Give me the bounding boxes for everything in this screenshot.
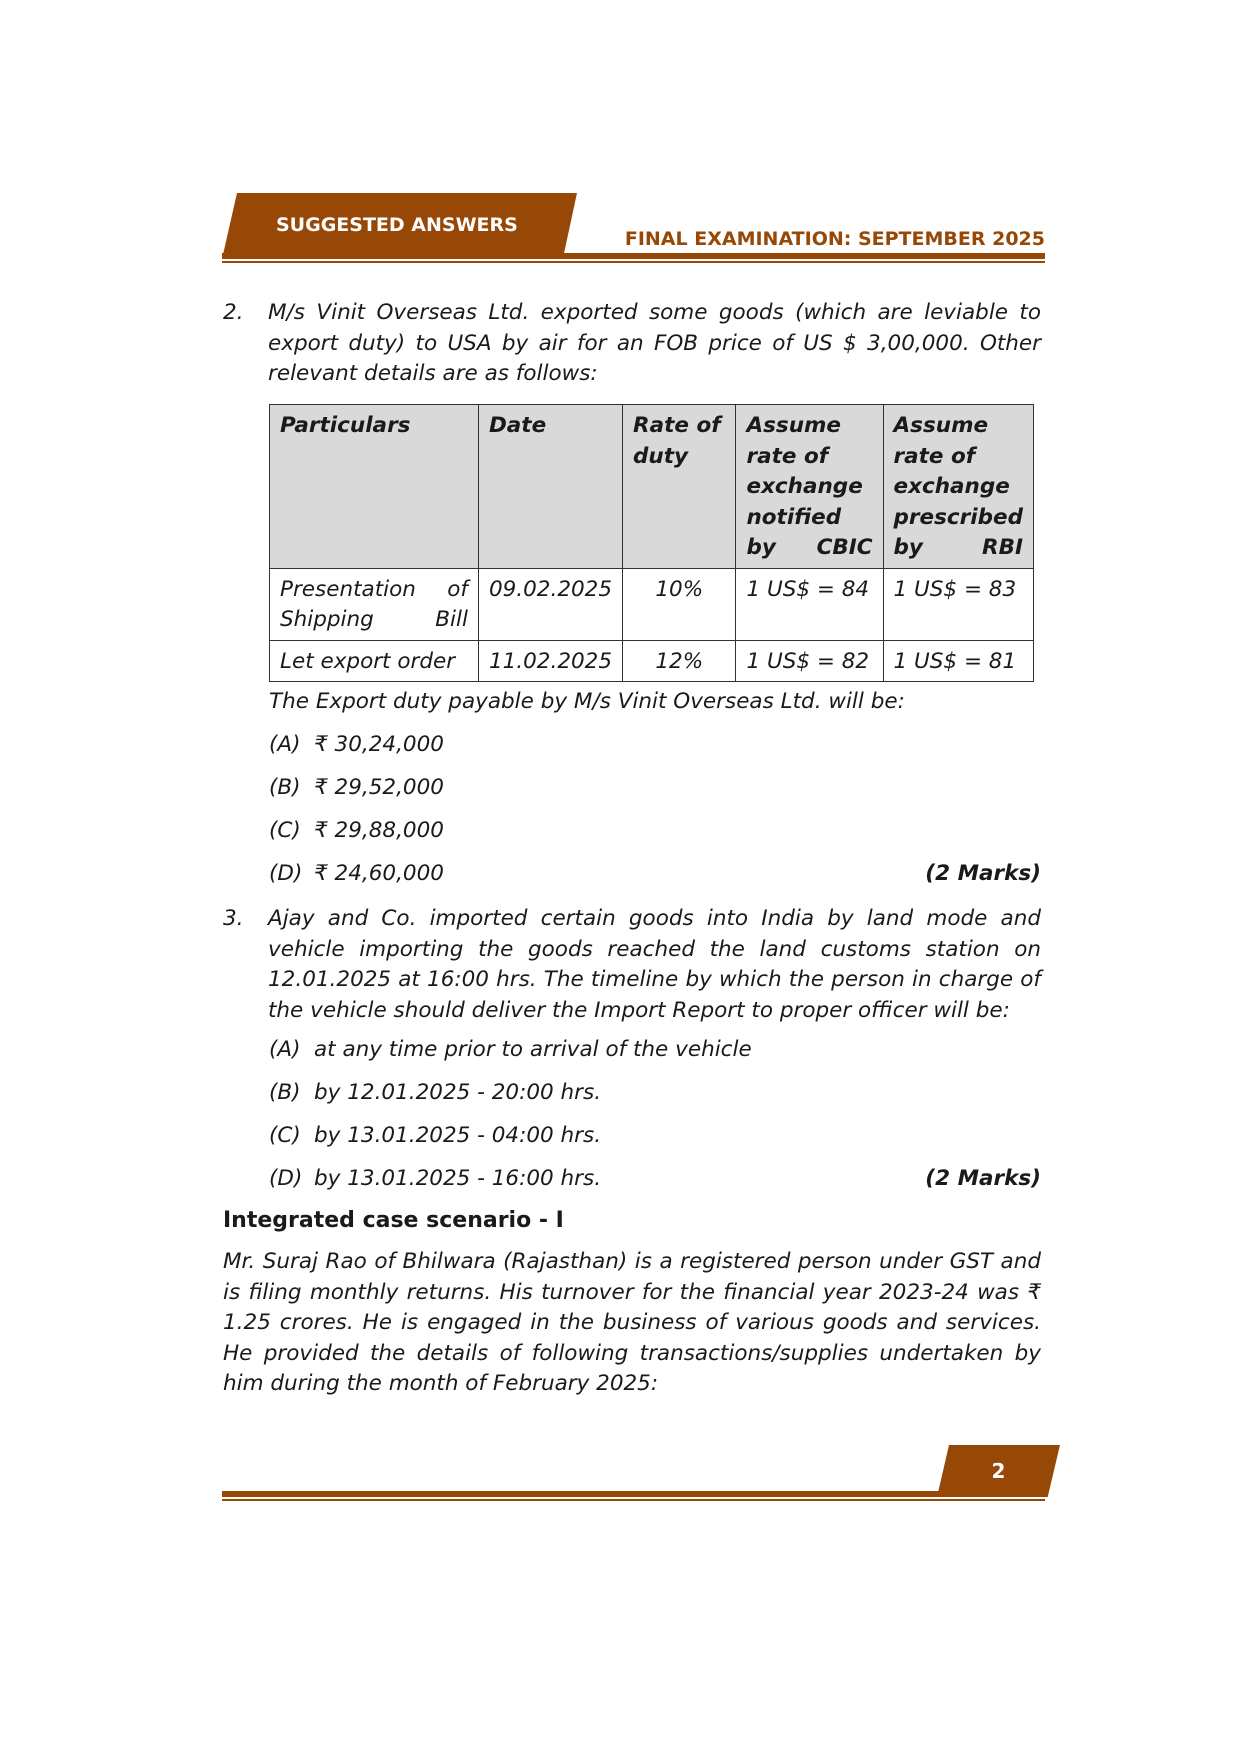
option-label: (D) xyxy=(269,1166,303,1191)
question-text: M/s Vinit Overseas Ltd. exported some goods (which are leviable to export duty) to USA by air for an FOB price of US $ 3,00,000. Other relevant details are as follows: xyxy=(268,300,1041,386)
header-label-suggested-answers: SUGGESTED ANSWERS xyxy=(276,214,518,236)
option-text: ₹ 29,88,000 xyxy=(314,818,444,843)
option-label: (C) xyxy=(269,1123,301,1148)
footer-rule-thin xyxy=(222,1499,1045,1501)
table-cell: 1 US$ = 81 xyxy=(883,640,1033,682)
table-cell: 10% xyxy=(623,568,736,640)
question-number: 2. xyxy=(223,300,244,325)
table-header-cell: Particulars xyxy=(270,405,479,569)
table-cell: 1 US$ = 84 xyxy=(736,568,883,640)
option-c xyxy=(269,1123,601,1148)
option-label: (C) xyxy=(269,818,301,843)
table-header-cell: Date xyxy=(478,405,622,569)
option-text: ₹ 24,60,000 xyxy=(314,861,444,886)
question-2-prompt: The Export duty payable by M/s Vinit Overseas Ltd. will be: xyxy=(269,689,905,714)
table-cell: 1 US$ = 83 xyxy=(883,568,1033,640)
table-row xyxy=(270,640,1034,682)
exchange-rate-table xyxy=(269,404,1034,682)
table-cell: 09.02.2025 xyxy=(478,568,622,640)
case-scenario-title: Integrated case scenario - I xyxy=(223,1208,564,1233)
table-cell: 12% xyxy=(623,640,736,682)
option-label: (A) xyxy=(269,732,301,757)
option-text: ₹ 29,52,000 xyxy=(314,775,444,800)
table-cell: 1 US$ = 82 xyxy=(736,640,883,682)
option-text: by 12.01.2025 - 20:00 hrs. xyxy=(314,1080,602,1105)
table-header-cell: Rate of duty xyxy=(623,405,736,569)
option-c xyxy=(269,818,444,843)
page-number: 2 xyxy=(991,1459,1006,1483)
option-b xyxy=(269,775,444,800)
option-d xyxy=(269,861,444,886)
footer-rule xyxy=(222,1491,1045,1497)
table-row xyxy=(270,568,1034,640)
header-exam-title: FINAL EXAMINATION: SEPTEMBER 2025 xyxy=(624,228,1045,250)
question-3 xyxy=(223,904,1041,1026)
option-a xyxy=(269,1037,752,1062)
option-text: by 13.01.2025 - 04:00 hrs. xyxy=(314,1123,602,1148)
table-header-row xyxy=(270,405,1034,569)
table-cell: Let export order xyxy=(270,640,479,682)
question-2 xyxy=(223,298,1041,390)
question-3-marks: (2 Marks) xyxy=(925,1166,1041,1191)
table-header-cell: Assume rate of exchange prescribed by RBI xyxy=(883,405,1033,569)
question-number: 3. xyxy=(223,906,244,931)
header-rule xyxy=(222,253,1045,259)
option-label: (D) xyxy=(269,861,303,886)
header-rule-thin xyxy=(222,261,1045,263)
question-2-marks: (2 Marks) xyxy=(925,861,1041,886)
option-text: at any time prior to arrival of the vehicle xyxy=(314,1037,752,1062)
case-scenario-paragraph: Mr. Suraj Rao of Bhilwara (Rajasthan) is a registered person under GST and is filing monthly returns. His turnover for the financial year 2023-24 was ₹ 1.25 crores. He is engaged in the business of various goods and services. He provided the details of following transactions/supplies undertaken by him during the month of February 2025: xyxy=(223,1249,1041,1396)
option-label: (B) xyxy=(269,775,301,800)
option-a xyxy=(269,732,444,757)
option-text: by 13.01.2025 - 16:00 hrs. xyxy=(314,1166,602,1191)
question-text: Ajay and Co. imported certain goods into India by land mode and vehicle importing the goods reached the land customs station on 12.01.2025 at 16:00 hrs. The timeline by which the person in charge of the vehicle should deliver the Import Report to proper officer will be: xyxy=(268,906,1041,1023)
option-b xyxy=(269,1080,601,1105)
table-cell: Presentation of Shipping Bill xyxy=(270,568,479,640)
option-label: (B) xyxy=(269,1080,301,1105)
option-d xyxy=(269,1166,601,1191)
option-label: (A) xyxy=(269,1037,301,1062)
option-text: ₹ 30,24,000 xyxy=(314,732,444,757)
table-cell: 11.02.2025 xyxy=(478,640,622,682)
table-header-cell: Assume rate of exchange notified by CBIC xyxy=(736,405,883,569)
